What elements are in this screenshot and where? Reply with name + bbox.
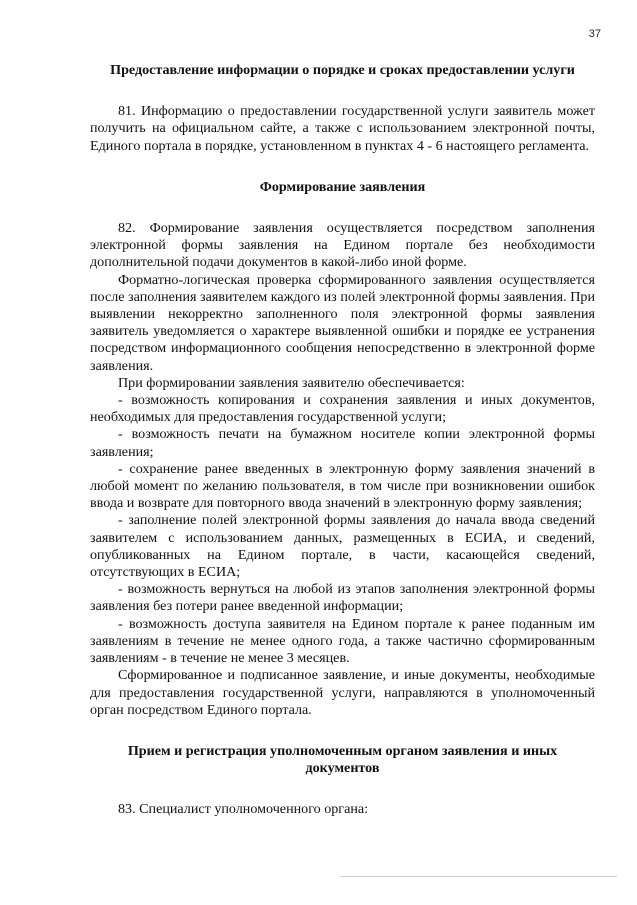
list-item: - заполнение полей электронной формы заявления до начала ввода сведений заявителем с использованием данных, размещенных в ЕСИА, и сведений, опубликованных на Едином портале, в части, касающейся сведений, отсутствующих в ЕСИА; bbox=[90, 512, 595, 581]
document-body bbox=[90, 62, 595, 819]
list-item: - возможность печати на бумажном носителе копии электронной формы заявления; bbox=[90, 426, 595, 460]
list-item: - сохранение ранее введенных в электронную форму заявления значений в любой момент по желанию пользователя, в том числе при возникновении ошибок ввода и возврате для повторного ввода значений в электронную форму заявления; bbox=[90, 460, 595, 512]
paragraph-82-intro: При формировании заявления заявителю обеспечивается: bbox=[118, 374, 465, 391]
paragraph-83: 83. Специалист уполномоченного органа: bbox=[118, 801, 369, 818]
section-heading-info: Предоставление информации о порядке и сроках предоставлении услуги bbox=[110, 62, 575, 78]
page-number: 37 bbox=[588, 28, 601, 40]
list-item: - возможность доступа заявителя на Едином портале к ранее поданным им заявлениям в течение не менее одного года, а также частично сформированным заявлениям - в течение не менее 3 месяцев. bbox=[90, 615, 595, 667]
scan-edge-line bbox=[340, 876, 617, 877]
paragraph-81: 81. Информацию о предоставлении государственной услуги заявитель может получить на официальном сайте, а также с использованием электронной почты, Единого портала в порядке, установленном в пунктах 4 - 6 настоящего регламента. bbox=[90, 103, 595, 154]
section-heading-registration: Прием и регистрация уполномоченным органом заявления и иных документов bbox=[127, 742, 558, 777]
paragraph-82-format-check: Форматно-логическая проверка сформированного заявления осуществляется после заполнения заявителем каждого из полей электронной формы заявления. При выявлении некорректно заполненного поля электронной формы заявления заявитель уведомляется о характере выявленной ошибки и порядке ее устранения посредством информационного сообщения непосредственно в электронной форме заявления. bbox=[90, 271, 595, 374]
paragraph-82-final: Сформированное и подписанное заявление, и иные документы, необходимые для предоставления государственной услуги, направляются в уполномоченный орган посредством Единого портала. bbox=[90, 667, 595, 718]
list-item: - возможность копирования и сохранения заявления и иных документов, необходимых для предоставления государственной услуги; bbox=[90, 392, 595, 426]
paragraph-82: 82. Формирование заявления осуществляется посредством заполнения электронной формы заявления на Едином портале без необходимости дополнительной подачи документов в какой-либо иной форме. bbox=[90, 220, 595, 271]
section-heading-application: Формирование заявления bbox=[259, 178, 426, 195]
list-item: - возможность вернуться на любой из этапов заполнения электронной формы заявления без потери ранее введенной информации; bbox=[90, 581, 595, 615]
